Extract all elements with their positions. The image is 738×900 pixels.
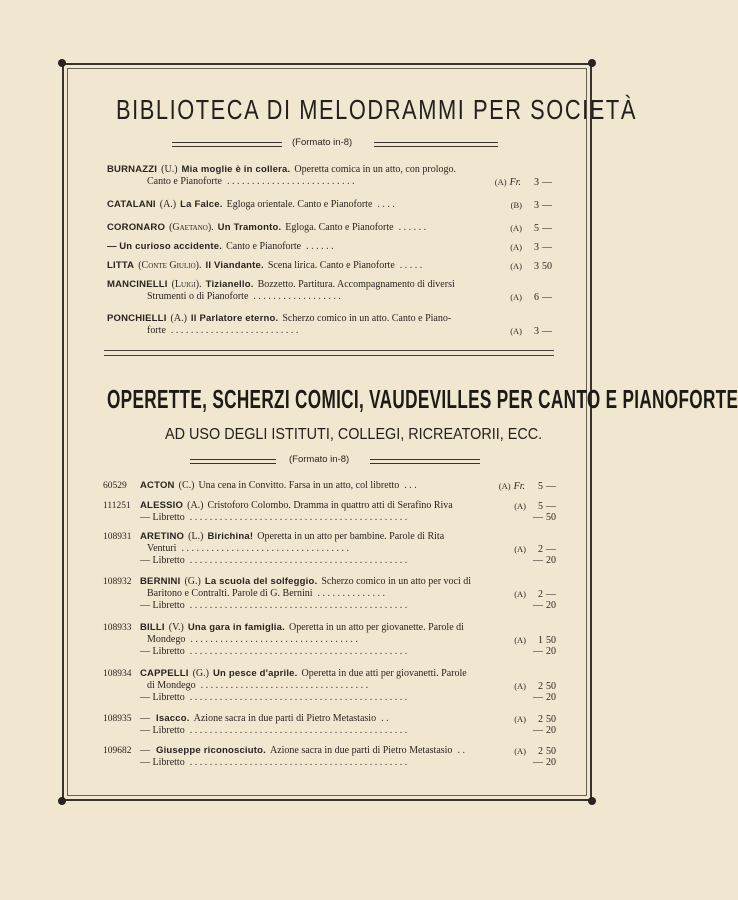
entry-author: CORONARO	[107, 222, 166, 233]
entry-description: Scherzo comico in un atto per voci di	[321, 576, 472, 587]
price-cell	[510, 325, 556, 338]
entry-title: Isacco.	[156, 713, 190, 724]
rule-right	[374, 142, 498, 147]
entry-title: Tizianello.	[205, 279, 254, 290]
leader-dots: ......	[301, 241, 337, 252]
entry-description: Operetta in un atto per bambine. Parole di Rita	[257, 531, 445, 542]
entry-title: La Falce.	[180, 199, 223, 210]
leader-dots: .....	[394, 260, 425, 271]
leader-dots: ............................................	[184, 725, 410, 736]
entry-initial: (A.)	[159, 199, 177, 210]
libretto-label: — Libretto	[140, 600, 185, 611]
entry-title: Un pesce d'aprile.	[212, 668, 298, 679]
price-lire: 2	[538, 714, 543, 725]
rule-right	[370, 459, 480, 464]
price-currency: Fr.	[509, 177, 521, 188]
price-cell	[510, 291, 556, 304]
leader-dots: ..	[452, 745, 468, 756]
price-lire: 3	[534, 326, 539, 337]
price-lire: 5	[538, 481, 543, 492]
price-cell	[529, 757, 560, 769]
price-cents: 50	[546, 746, 556, 757]
price-cents: 50	[546, 681, 556, 692]
price-cell	[499, 480, 560, 493]
price-cents: 20	[546, 692, 556, 703]
price-code: (A)	[510, 261, 522, 271]
entry-author: —	[140, 745, 150, 756]
libretto-line	[140, 725, 410, 737]
entry-initial: (L.)	[188, 531, 204, 542]
catalog-number: 108931	[103, 532, 132, 542]
leader-dots: ..........................	[165, 325, 301, 336]
price-code: (A)	[514, 746, 526, 756]
entry-continuation	[147, 291, 343, 303]
price-cents: 20	[546, 555, 556, 566]
leader-dots: ..............	[312, 588, 388, 599]
price-lire: 6	[534, 292, 539, 303]
section2-title: OPERETTE, SCHERZI COMICI, VAUDEVILLES PER CANTO E PIANOFORTE	[107, 384, 738, 414]
catalog-number: 109682	[103, 746, 132, 756]
catalog-number: 108933	[103, 623, 132, 633]
entry-author: CATALANI	[107, 199, 156, 210]
entry-description: Operetta comica in un atto, con prologo.	[294, 164, 456, 175]
entry-initial: (G.)	[184, 576, 201, 587]
entry-line	[107, 260, 425, 272]
price-cell	[529, 555, 560, 567]
catalog-number: 108932	[103, 577, 132, 587]
entry-line	[107, 241, 336, 253]
price-lire: 3	[534, 261, 539, 272]
entry-author: BILLI	[140, 622, 165, 633]
price-cents: —	[542, 292, 552, 303]
price-cell	[510, 260, 556, 273]
entry-title: Una gara in famiglia.	[187, 622, 285, 633]
leader-dots: ..................................	[195, 680, 371, 691]
price-cell	[529, 600, 560, 612]
entry-line	[140, 576, 471, 588]
entry-line	[140, 713, 391, 725]
leader-dots: ....	[372, 199, 398, 210]
price-cell	[529, 512, 560, 524]
entry-initial: (A.)	[170, 313, 187, 324]
entry-author: CAPPELLI	[140, 668, 189, 679]
entry-initial: (U.)	[161, 164, 178, 175]
price-cell	[529, 692, 560, 704]
section-separator	[104, 350, 554, 356]
leader-dots: ..	[376, 713, 392, 724]
price-cents: 20	[546, 725, 556, 736]
price-lire: 2	[538, 589, 543, 600]
libretto-label: — Libretto	[140, 725, 185, 736]
entry-continuation-text: forte	[147, 325, 166, 336]
price-lire: 3	[534, 177, 539, 188]
price-code: (A)	[514, 681, 526, 691]
entry-author: ACTON	[140, 480, 175, 491]
price-cents: 50	[542, 261, 552, 272]
catalog-number: 60529	[103, 481, 127, 491]
price-cents: —	[546, 501, 556, 512]
price-cents: 20	[546, 600, 556, 611]
entry-description: Scena lirica. Canto e Pianoforte	[267, 260, 395, 271]
price-cents: —	[542, 242, 552, 253]
entry-line	[140, 745, 467, 757]
price-lire: 5	[534, 223, 539, 234]
price-cents: —	[542, 177, 552, 188]
entry-author: MANCINELLI	[107, 279, 168, 290]
entry-title: Un curioso accidente.	[119, 241, 223, 252]
price-code: (A)	[494, 177, 507, 187]
entry-continuation-text: Strumenti o di Pianoforte	[147, 291, 249, 302]
entry-description: Operetta in due atti per giovanetti. Parole	[301, 668, 467, 679]
section2-format: (Formato in-8)	[289, 454, 350, 465]
price-code: (A)	[498, 481, 511, 491]
price-lire: 5	[538, 501, 543, 512]
entry-author: ARETINO	[140, 531, 185, 542]
entry-description: Azione sacra in due parti di Pietro Metastasio	[269, 745, 453, 756]
entry-initial: (Luigi).	[171, 279, 202, 290]
corner-ornament	[588, 797, 596, 805]
libretto-label: — Libretto	[140, 757, 185, 768]
leader-dots: ......	[393, 222, 429, 233]
price-cents: —	[546, 544, 556, 555]
leader-dots: ..................................	[176, 543, 352, 554]
catalog-number: 108935	[103, 714, 132, 724]
entry-initial: (G.)	[192, 668, 209, 679]
price-cell	[529, 646, 560, 658]
entry-continuation	[147, 634, 360, 646]
libretto-line	[140, 512, 410, 524]
entry-continuation	[147, 680, 371, 692]
entry-continuation	[147, 325, 301, 337]
price-lire: —	[533, 555, 543, 566]
price-code: (A)	[510, 242, 522, 252]
price-code: (A)	[510, 292, 522, 302]
entry-author: —	[140, 713, 150, 724]
entry-continuation-text: Baritono e Contralti. Parole di G. Bernini	[147, 588, 313, 599]
entry-description: Cristoforo Colombo. Dramma in quattro atti di Serafino Riva	[207, 500, 453, 511]
price-cell	[529, 725, 560, 737]
leader-dots: ............................................	[184, 692, 410, 703]
section2-subtitle: AD USO DEGLI ISTITUTI, COLLEGI, RICREATORII, ECC.	[165, 426, 543, 443]
libretto-line	[140, 692, 410, 704]
entry-line	[140, 500, 453, 512]
leader-dots: ............................................	[184, 512, 410, 523]
entry-line	[140, 531, 444, 543]
entry-description: Azione sacra in due parti di Pietro Metastasio	[193, 713, 377, 724]
corner-ornament	[588, 59, 596, 67]
price-lire: 1	[538, 635, 543, 646]
entry-author: —	[107, 241, 117, 252]
price-cents: 50	[546, 714, 556, 725]
libretto-line	[140, 600, 410, 612]
libretto-label: — Libretto	[140, 512, 185, 523]
price-lire: 3	[534, 200, 539, 211]
price-currency: Fr.	[513, 481, 525, 492]
price-lire: —	[533, 692, 543, 703]
price-cents: 50	[546, 635, 556, 646]
price-code: (A)	[514, 714, 526, 724]
entry-title: Un Tramonto.	[217, 222, 282, 233]
price-cents: 50	[546, 512, 556, 523]
entry-title: Il Parlatore eterno.	[190, 313, 279, 324]
entry-description: Operetta in un atto per giovanette. Parole di	[288, 622, 464, 633]
entry-initial: (C.)	[178, 480, 195, 491]
entry-continuation	[147, 588, 388, 600]
price-cents: —	[542, 200, 552, 211]
leader-dots: ............................................	[184, 600, 410, 611]
entry-continuation-text: Mondego	[147, 634, 186, 645]
entry-title: La scuola del solfeggio.	[204, 576, 318, 587]
leader-dots: ............................................	[184, 757, 410, 768]
leader-dots: ...	[399, 480, 420, 491]
entry-line	[107, 199, 397, 211]
leader-dots: ..........................	[221, 176, 357, 187]
section1-title: BIBLIOTECA DI MELODRAMMI PER SOCIETÀ	[116, 94, 637, 125]
entry-description: Scherzo comico in un atto. Canto e Piano-	[282, 313, 452, 324]
price-lire: 3	[534, 242, 539, 253]
section1-format: (Formato in-8)	[292, 137, 353, 148]
libretto-line	[140, 757, 410, 769]
leader-dots: ............................................	[184, 646, 410, 657]
entry-author: BERNINI	[140, 576, 181, 587]
price-lire: 2	[538, 544, 543, 555]
price-cents: 20	[546, 757, 556, 768]
price-lire: —	[533, 646, 543, 657]
price-cents: 20	[546, 646, 556, 657]
price-cell	[511, 199, 556, 212]
price-code: (A)	[514, 635, 526, 645]
price-lire: —	[533, 725, 543, 736]
price-cents: —	[542, 223, 552, 234]
entry-line	[107, 279, 455, 291]
price-cell	[495, 176, 556, 189]
libretto-line	[140, 646, 410, 658]
catalog-number: 111251	[103, 501, 131, 511]
price-code: (A)	[514, 544, 526, 554]
entry-continuation-text: di Mondego	[147, 680, 196, 691]
entry-initial: (Conte Giulio).	[138, 260, 202, 271]
entry-title: Il Viandante.	[205, 260, 264, 271]
price-cents: —	[546, 481, 556, 492]
corner-ornament	[58, 59, 66, 67]
price-lire: —	[533, 757, 543, 768]
entry-description: Egloga. Canto e Pianoforte	[285, 222, 394, 233]
entry-initial: (V.)	[168, 622, 184, 633]
leader-dots: ..................................	[185, 634, 361, 645]
price-code: (A)	[510, 326, 522, 336]
entry-line	[107, 164, 456, 176]
entry-line	[140, 480, 419, 492]
entry-continuation-text: Venturi	[147, 543, 177, 554]
libretto-label: — Libretto	[140, 555, 185, 566]
price-code: (A)	[514, 589, 526, 599]
price-lire: 2	[538, 681, 543, 692]
price-code: (B)	[510, 200, 522, 210]
entry-author: LITTA	[107, 260, 135, 271]
price-lire: 2	[538, 746, 543, 757]
price-cell	[510, 222, 556, 235]
leader-dots: ..................	[248, 291, 344, 302]
entry-initial: (A.)	[187, 500, 204, 511]
price-cell	[510, 241, 556, 254]
libretto-label: — Libretto	[140, 692, 185, 703]
entry-continuation	[147, 543, 351, 555]
entry-continuation-text: Canto e Pianoforte	[147, 176, 222, 187]
entry-description: Bozzetto. Partitura. Accompagnamento di diversi	[257, 279, 455, 290]
entry-line	[107, 222, 429, 234]
entry-description: Una cena in Convitto. Farsa in un atto, col libretto	[198, 480, 400, 491]
entry-initial: (Gaetano).	[169, 222, 214, 233]
rule-left	[172, 142, 282, 147]
libretto-line	[140, 555, 410, 567]
entry-title: Giuseppe riconosciuto.	[156, 745, 266, 756]
entry-continuation	[147, 176, 357, 188]
entry-title: Birichina!	[207, 531, 254, 542]
price-code: (A)	[510, 223, 522, 233]
leader-dots: ............................................	[184, 555, 410, 566]
price-cents: —	[546, 589, 556, 600]
price-lire: —	[533, 600, 543, 611]
libretto-label: — Libretto	[140, 646, 185, 657]
price-cents: —	[542, 326, 552, 337]
catalog-number: 108934	[103, 669, 132, 679]
entry-author: ALESSIO	[140, 500, 184, 511]
entry-line	[140, 668, 467, 680]
entry-line	[140, 622, 464, 634]
rule-left	[190, 459, 276, 464]
corner-ornament	[58, 797, 66, 805]
price-lire: —	[533, 512, 543, 523]
entry-title: Mia moglie è in collera.	[181, 164, 291, 175]
entry-description: Egloga orientale. Canto e Pianoforte	[226, 199, 373, 210]
entry-author: PONCHIELLI	[107, 313, 167, 324]
entry-author: BURNAZZI	[107, 164, 158, 175]
entry-description: Canto e Pianoforte	[226, 241, 302, 252]
entry-line	[107, 313, 451, 325]
price-code: (A)	[514, 501, 526, 511]
